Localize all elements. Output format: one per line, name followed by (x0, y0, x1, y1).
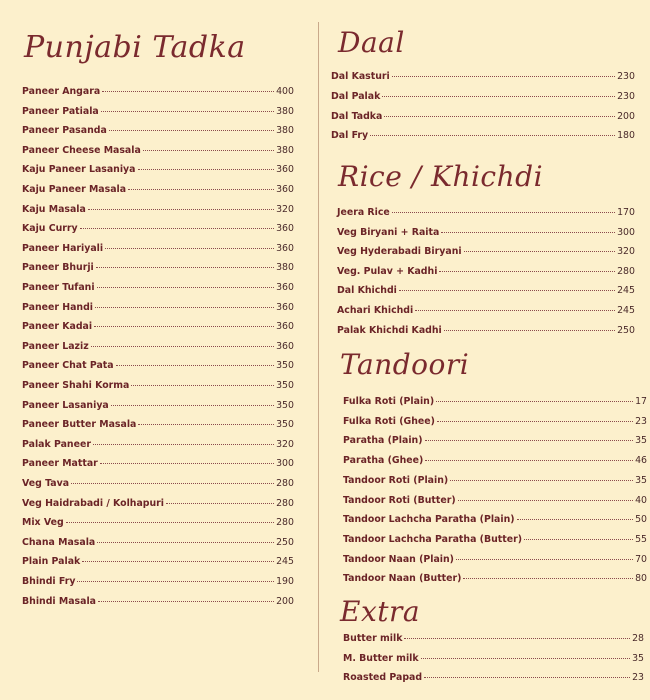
menu-item (22, 380, 294, 391)
menu-item-price: 35 (635, 474, 647, 486)
menu-item-price: 17 (635, 396, 647, 407)
column-divider (318, 22, 319, 672)
menu-item (331, 71, 635, 82)
menu-item (22, 184, 294, 195)
section-title-daal: Daal (338, 26, 405, 59)
menu-item-price: 320 (276, 203, 294, 215)
menu-item (343, 633, 644, 644)
dot-leader (138, 424, 274, 425)
menu-item-name: Paneer Shahi Korma (22, 380, 130, 391)
dot-leader (384, 116, 615, 117)
dot-leader (143, 150, 274, 151)
menu-item-name: Paneer Mattar (22, 458, 98, 470)
menu-item-name: Paneer Pasanda (22, 125, 107, 137)
menu-item-name: Veg Haidrabadi / Kolhapuri (22, 497, 165, 509)
dot-leader (464, 251, 616, 252)
menu-item-price: 23 (632, 672, 644, 683)
menu-item (343, 514, 647, 525)
menu-item-name: Tandoor Naan (Butter) (343, 573, 462, 585)
menu-item-name: Kaju Masala (22, 203, 86, 215)
menu-item (343, 396, 647, 407)
menu-item (22, 164, 294, 175)
menu-item-price: 46 (635, 455, 647, 467)
menu-item-price: 400 (276, 86, 294, 97)
dot-leader (82, 561, 274, 562)
menu-item-name: Mix Veg (22, 517, 64, 529)
menu-item-price: 360 (276, 223, 294, 235)
menu-item-name: Paneer Cheese Masala (22, 144, 141, 156)
menu-item (22, 517, 294, 528)
menu-item (331, 130, 635, 141)
menu-item-price: 300 (276, 458, 294, 470)
menu-item-price: 230 (617, 71, 635, 82)
menu-item-name: Tandoor Roti (Butter) (343, 494, 456, 506)
menu-item-name: Paneer Laziz (22, 340, 89, 352)
dot-leader (91, 346, 274, 347)
menu-item-name: Paneer Tufani (22, 282, 95, 293)
menu-item-name: Veg Biryani + Raita (337, 226, 440, 238)
dot-leader (66, 522, 274, 523)
menu-item (22, 106, 294, 117)
menu-item-price: 280 (276, 497, 294, 509)
menu-item-price: 320 (276, 438, 294, 450)
menu-item (22, 458, 294, 469)
menu-item-price: 250 (276, 536, 294, 548)
menu-item-name: Achari Khichdi (337, 305, 414, 316)
dot-leader (458, 500, 633, 501)
menu-item-price: 350 (276, 399, 294, 411)
dot-leader (517, 519, 634, 520)
menu-item-price: 350 (276, 419, 294, 431)
menu-item (337, 227, 635, 238)
menu-item-name: Paneer Angara (22, 86, 101, 97)
dot-leader (71, 483, 274, 484)
menu-item-name: Veg. Pulav + Kadhi (337, 265, 438, 277)
menu-item (337, 285, 635, 296)
menu-item (22, 537, 294, 548)
menu-item-price: 360 (276, 242, 294, 254)
dot-leader (97, 542, 274, 543)
menu-item-name: Paneer Lasaniya (22, 399, 109, 411)
menu-item-name: Tandoor Lachcha Paratha (Butter) (343, 533, 522, 545)
menu-item-price: 350 (276, 380, 294, 391)
menu-item-name: M. Butter milk (343, 652, 419, 664)
menu-item (331, 91, 635, 102)
menu-item-name: Roasted Papad (343, 672, 423, 683)
menu-item-name: Veg Hyderabadi Biryani (337, 246, 462, 258)
menu-item (22, 321, 294, 332)
menu-item-price: 360 (276, 184, 294, 195)
menu-item-name: Tandoor Lachcha Paratha (Plain) (343, 514, 515, 526)
menu-item (22, 145, 294, 156)
menu-item-name: Dal Palak (331, 90, 381, 102)
menu-item-price: 380 (276, 105, 294, 117)
dot-leader (94, 326, 274, 327)
menu-item-price: 190 (276, 576, 294, 587)
menu-item (343, 475, 647, 486)
menu-item-name: Plain Palak (22, 556, 81, 568)
dot-leader (456, 559, 633, 560)
menu-item (22, 439, 294, 450)
menu-item-name: Kaju Paneer Lasaniya (22, 164, 136, 176)
menu-item-name: Paneer Butter Masala (22, 419, 137, 431)
dot-leader (424, 677, 630, 678)
menu-item (337, 207, 635, 218)
menu-item-name: Bhindi Masala (22, 595, 96, 607)
menu-item-name: Paneer Handi (22, 301, 93, 313)
menu-item (22, 223, 294, 234)
menu-item (343, 416, 647, 427)
dot-leader (95, 307, 274, 308)
menu-item-name: Kaju Curry (22, 223, 78, 235)
menu-item (22, 125, 294, 136)
menu-item-price: 180 (617, 130, 635, 142)
menu-item (343, 435, 647, 446)
dot-leader (128, 189, 274, 190)
menu-item-name: Kaju Paneer Masala (22, 184, 127, 195)
dot-leader (439, 271, 615, 272)
menu-item-name: Fulka Roti (Ghee) (343, 415, 435, 427)
section-title-tandoori: Tandoori (340, 348, 470, 381)
menu-item-price: 245 (617, 285, 635, 297)
menu-item-price: 380 (276, 262, 294, 274)
menu-item-name: Palak Khichdi Kadhi (337, 324, 442, 336)
menu-item (22, 341, 294, 352)
menu-item (337, 325, 635, 336)
menu-item-price: 35 (635, 435, 647, 447)
menu-item-name: Chana Masala (22, 536, 96, 548)
menu-item (337, 246, 635, 257)
menu-item-name: Paneer Kadai (22, 321, 93, 333)
dot-leader (131, 385, 274, 386)
menu-item-price: 35 (632, 652, 644, 664)
menu-item-price: 200 (276, 595, 294, 607)
dot-leader (441, 232, 615, 233)
menu-item-price: 250 (617, 324, 635, 336)
dot-leader (101, 111, 274, 112)
menu-item-price: 380 (276, 125, 294, 137)
menu-item-price: 360 (276, 321, 294, 333)
menu-item (22, 419, 294, 430)
menu-item (343, 495, 647, 506)
menu-item-name: Palak Paneer (22, 438, 91, 450)
dot-leader (437, 421, 633, 422)
dot-leader (116, 365, 274, 366)
section-title-rice-khichdi: Rice / Khichdi (338, 160, 544, 193)
menu-item (22, 400, 294, 411)
menu-item-price: 300 (617, 226, 635, 238)
menu-item-price: 80 (635, 573, 647, 585)
menu-item-name: Dal Kasturi (331, 71, 390, 82)
menu-item-price: 360 (276, 301, 294, 313)
menu-item (337, 266, 635, 277)
dot-leader (97, 287, 275, 288)
menu-item (22, 243, 294, 254)
menu-item (22, 576, 294, 587)
menu-item-price: 40 (635, 494, 647, 506)
menu-item (343, 573, 647, 584)
dot-leader (415, 310, 615, 311)
dot-leader (392, 76, 615, 77)
dot-leader (88, 209, 274, 210)
menu-item-price: 320 (617, 246, 635, 258)
menu-item-price: 200 (617, 110, 635, 122)
menu-item-price: 350 (276, 360, 294, 372)
menu-item-price: 280 (276, 478, 294, 489)
dot-leader (102, 91, 274, 92)
menu-item (343, 554, 647, 565)
menu-item-name: Paratha (Plain) (343, 435, 423, 447)
menu-item (22, 86, 294, 97)
menu-item-name: Tandoor Naan (Plain) (343, 553, 454, 565)
menu-item (22, 360, 294, 371)
menu-item-name: Jeera Rice (337, 207, 390, 218)
dot-leader (436, 401, 633, 402)
menu-item (343, 672, 644, 683)
dot-leader (105, 248, 274, 249)
dot-leader (463, 578, 633, 579)
menu-item-price: 230 (617, 90, 635, 102)
menu-item (343, 534, 647, 545)
dot-leader (382, 96, 615, 97)
menu-item (22, 262, 294, 273)
menu-item-price: 360 (276, 282, 294, 293)
menu-item-name: Butter milk (343, 633, 403, 644)
menu-item-name: Paneer Hariyali (22, 242, 104, 254)
menu-item-name: Dal Khichdi (337, 285, 397, 297)
menu-item-name: Tandoor Roti (Plain) (343, 474, 449, 486)
menu-item (22, 302, 294, 313)
menu-item-name: Paneer Chat Pata (22, 360, 114, 372)
menu-item-price: 360 (276, 164, 294, 176)
dot-leader (166, 503, 274, 504)
section-title-punjabi-tadka: Punjabi Tadka (24, 30, 246, 65)
dot-leader (425, 440, 634, 441)
menu-item-price: 50 (635, 514, 647, 526)
menu-item-price: 360 (276, 340, 294, 352)
dot-leader (111, 405, 274, 406)
menu-item-price: 245 (617, 305, 635, 316)
dot-leader (100, 463, 274, 464)
dot-leader (80, 228, 274, 229)
menu-item (331, 111, 635, 122)
menu-item (22, 596, 294, 607)
menu-item (22, 478, 294, 489)
menu-item-name: Dal Tadka (331, 110, 383, 122)
menu-item (343, 455, 647, 466)
dot-leader (421, 658, 630, 659)
section-title-extra: Extra (340, 595, 421, 628)
menu-item-name: Paneer Patiala (22, 105, 99, 117)
dot-leader (93, 444, 274, 445)
dot-leader (404, 638, 630, 639)
menu-item-name: Paratha (Ghee) (343, 455, 424, 467)
menu-item-name: Paneer Bhurji (22, 262, 94, 274)
dot-leader (425, 460, 633, 461)
dot-leader (109, 130, 274, 131)
menu-item-price: 55 (635, 533, 647, 545)
dot-leader (138, 169, 275, 170)
menu-item (22, 282, 294, 293)
menu-item-price: 70 (635, 553, 647, 565)
menu-item (343, 653, 644, 664)
dot-leader (392, 212, 615, 213)
menu-item (22, 556, 294, 567)
dot-leader (450, 480, 633, 481)
dot-leader (77, 581, 274, 582)
dot-leader (98, 601, 274, 602)
menu-item-price: 28 (632, 633, 644, 644)
menu-item (22, 498, 294, 509)
dot-leader (399, 290, 615, 291)
menu-item-name: Bhindi Fry (22, 576, 76, 587)
menu-item (337, 305, 635, 316)
dot-leader (370, 135, 615, 136)
dot-leader (444, 330, 615, 331)
menu-item (22, 204, 294, 215)
menu-item-name: Dal Fry (331, 130, 369, 142)
menu-item-price: 23 (635, 415, 647, 427)
menu-item-price: 280 (276, 517, 294, 529)
menu-item-price: 280 (617, 265, 635, 277)
menu-item-name: Fulka Roti (Plain) (343, 396, 435, 407)
menu-item-price: 380 (276, 144, 294, 156)
menu-item-price: 170 (617, 207, 635, 218)
dot-leader (524, 539, 633, 540)
dot-leader (96, 267, 274, 268)
menu-item-name: Veg Tava (22, 478, 70, 489)
menu-item-price: 245 (276, 556, 294, 568)
